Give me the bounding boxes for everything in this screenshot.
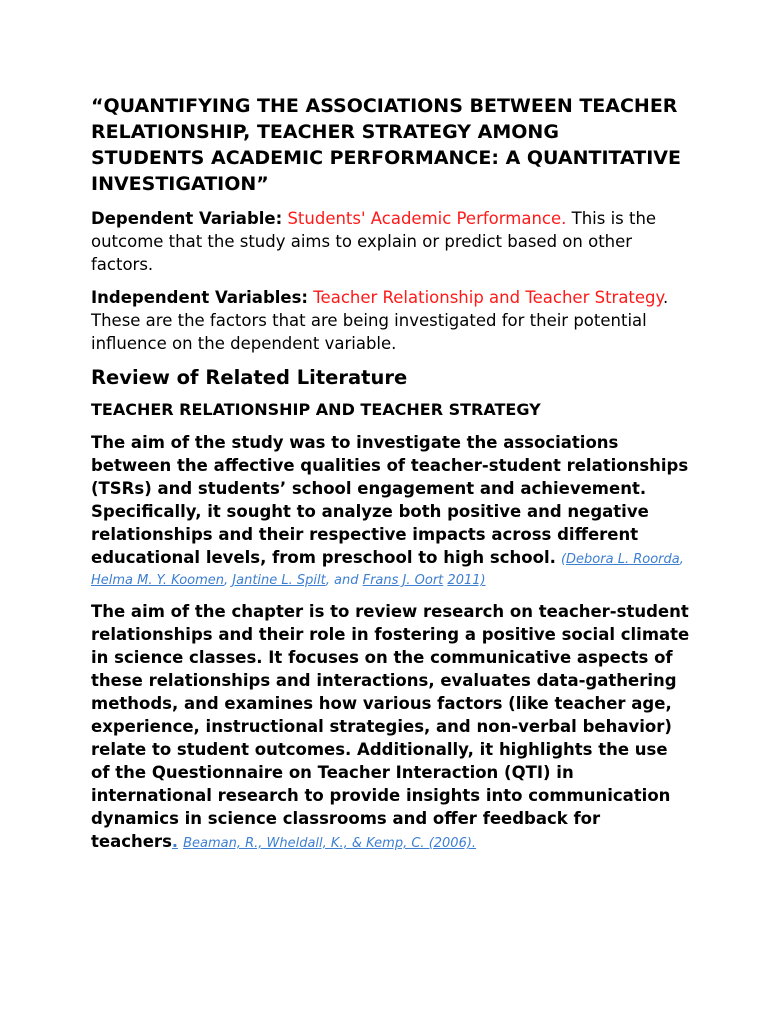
dependent-variable-paragraph <box>91 207 691 276</box>
paragraph-2-text: The aim of the chapter is to review research on teacher-student relationships and their role in fostering a positive social climate in science classes. It focuses on the communicative aspects of these relationships and interactions, evaluates data-gathering methods, and examines how various factors (like teacher age, experience, instructional strategies, and non-verbal behavior) relate to student outcomes. Additionally, it highlights the use of the Questionnaire on Teacher Interaction (QTI) in international research to provide insights into communication dynamics in science classrooms and offer feedback for teachers <box>91 602 690 851</box>
dependent-variable-label: Dependent Variable: <box>91 209 283 228</box>
paragraph-2-citation <box>183 836 476 851</box>
independent-variables-paragraph <box>91 286 691 355</box>
review-heading: Review of Related Literature <box>91 366 408 389</box>
citation-link-author-3[interactable]: Jantine L. Spilt <box>232 573 326 588</box>
citation-link-author-4[interactable]: Frans J. Oort <box>362 573 444 588</box>
citation-link-beaman[interactable]: Beaman, R., Wheldall, K., & Kemp, C. (2006). <box>183 836 477 851</box>
paragraph-2-end-period: . <box>171 832 178 851</box>
document-title: “QUANTIFYING THE ASSOCIATIONS BETWEEN TEACHER RELATIONSHIP, TEACHER STRATEGY AMONG STUDENTS ACADEMIC PERFORMANCE: A QUANTITATIVE INVESTIGATION” <box>91 95 688 195</box>
document-page <box>91 93 691 863</box>
citation-link-year[interactable]: 2011) <box>447 573 486 588</box>
citation-separator-3: , and <box>325 573 363 588</box>
dependent-variable-description: This is the outcome that the study aims to explain or predict based on other factors. <box>91 209 657 274</box>
citation-link-author-2[interactable]: Helma M. Y. Koomen <box>91 573 225 588</box>
citation-open-paren: ( <box>560 552 567 567</box>
independent-variables-description: . These are the factors that are being investigated for their potential influence on the dependent variable. <box>91 288 669 353</box>
citation-link-author-1[interactable]: Debora L. Roorda <box>566 552 680 567</box>
literature-paragraph-2 <box>91 600 691 853</box>
independent-variables-value: Teacher Relationship and Teacher Strategy <box>313 288 663 307</box>
section-heading: TEACHER RELATIONSHIP AND TEACHER STRATEGY <box>91 400 541 419</box>
literature-paragraph-1 <box>91 431 691 590</box>
dependent-variable-value: Students' Academic Performance. <box>287 209 567 228</box>
citation-separator-1: , <box>679 552 684 567</box>
citation-separator-2: , <box>224 573 233 588</box>
paragraph-1-text: The aim of the study was to investigate the associations between the affective qualities of teacher-student relationships (TSRs) and students’ school engagement and achievement. Specifically, it sought to analyze both positive and negative relationships and their respective impacts across different educational levels, from preschool to high school. <box>91 433 689 567</box>
independent-variables-label: Independent Variables: <box>91 288 309 307</box>
